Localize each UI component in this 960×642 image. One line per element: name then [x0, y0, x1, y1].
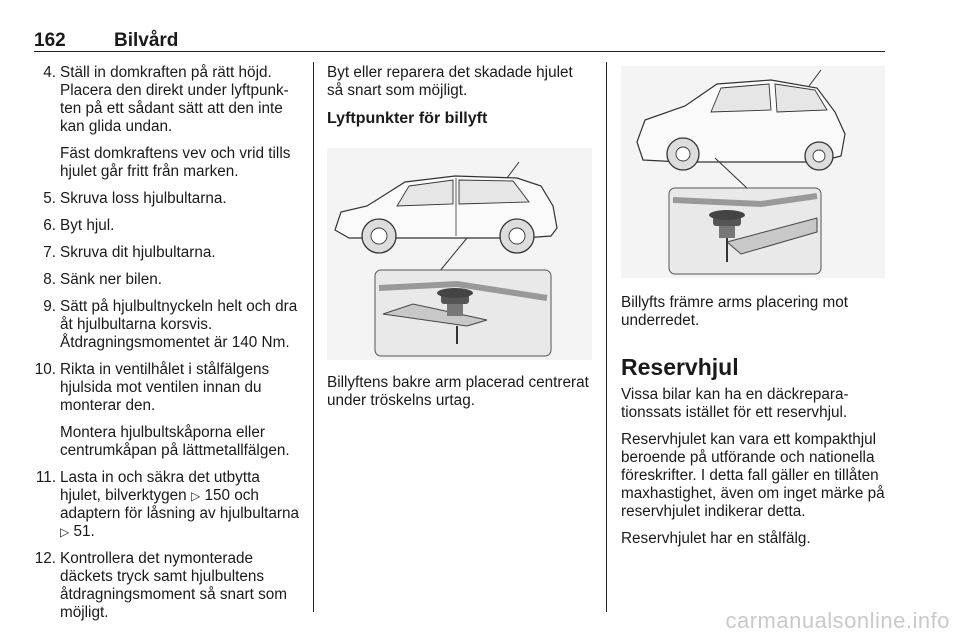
column-divider-1 — [313, 62, 314, 612]
car-rear-lift-icon — [327, 148, 592, 360]
page-reference[interactable]: 51 — [73, 523, 91, 540]
paragraph: Reservhjulet har en stålfälg. — [621, 530, 811, 547]
step-12: 12. Kontrollera det nymonterade däckets tryck samt hjulbultens åtdragningsmoment så snart som möjligt. — [34, 550, 288, 621]
step-4: 4. Ställ in domkraften på rätt höjd. Placera den direkt under lyftpunkten på ett sådant sätt att den inte kan glida undan. Fäst domkraftens vev och vrid tills hjulet går fritt från marken. — [43, 64, 291, 180]
page-title: Bilvård — [114, 30, 179, 51]
column-2 — [327, 64, 592, 419]
illustration-caption: Billyfts främre arms placering mot underredet. — [621, 294, 848, 329]
step-11: 11. Lasta in och säkra det utbytta hjulet, bilverktygen ▷ 150 och adaptern för låsning av hjulbultarna ▷ 51. — [35, 469, 299, 540]
intro-text: Byt eller reparera det skadade hjulet så snart som möjligt. — [327, 64, 573, 99]
watermark: carmanualsonline.info — [725, 608, 950, 633]
step-9: 9. Sätt på hjulbultnyckeln helt och dra åt hjulbultarna korsvis. Åtdragningsmomentet är 140 Nm. — [43, 298, 298, 351]
car-lift-front-illustration — [621, 66, 885, 278]
step-6: 6. Byt hjul. — [43, 217, 115, 234]
page-reference[interactable]: 150 — [204, 487, 230, 504]
step-7: 7. Skruva dit hjulbultarna. — [43, 244, 216, 261]
column-3 — [621, 64, 887, 557]
column-1 — [34, 64, 300, 631]
paragraph: Vissa bilar kan ha en däckreparationssats istället för ett reservhjul. — [621, 386, 849, 421]
car-lift-rear-illustration — [327, 148, 592, 360]
page-header — [34, 30, 885, 52]
car-front-lift-icon — [621, 66, 885, 278]
column-divider-2 — [606, 62, 607, 612]
page-reference-icon: ▷ — [60, 525, 70, 539]
step-10: 10. Rikta in ventilhålet i stålfälgens hjulsida mot ventilen innan du monterar den. Montera hjulbultskåporna eller centrumkåpan på lättmetallfälgen. — [34, 361, 290, 459]
step-8: 8. Sänk ner bilen. — [43, 271, 163, 288]
step-5: 5. Skruva loss hjulbultarna. — [43, 190, 227, 207]
section-subheading: Lyftpunkter för billyft — [327, 110, 488, 127]
page-number: 162 — [34, 30, 66, 51]
section-heading: Reservhjul — [621, 354, 739, 380]
illustration-caption: Billyftens bakre arm placerad centrerat under tröskelns urtag. — [327, 374, 589, 409]
paragraph: Reservhjulet kan vara ett kompakthjul beroende på utförande och nationella föreskrifter. I detta fall gäller en tillåten maxhastighet, även om inget märke på reservhjulet indikerar detta. — [621, 431, 885, 520]
page-reference-icon: ▷ — [190, 489, 201, 503]
